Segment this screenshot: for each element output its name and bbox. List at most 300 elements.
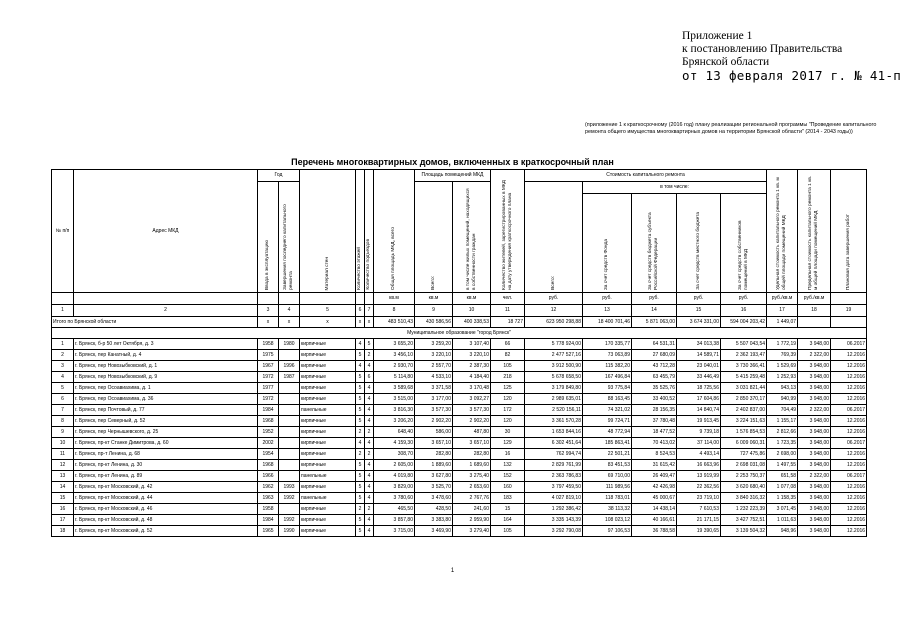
table-cell: 06.2017 [831,438,867,449]
table-cell: 129 [491,438,525,449]
table-cell: 3 912 500,90 [525,361,583,372]
unit-cell: руб./кв.м [798,293,831,305]
table-cell: 40 166,61 [632,515,677,526]
table-cell: 15 [491,504,525,515]
total-regional: 5 871 063,00 [632,317,677,328]
table-cell: 3 177,00 [415,394,453,405]
table-cell: 4 [365,493,374,504]
table-cell: кирпичные [300,515,356,526]
table-cell: 1 232 223,39 [721,504,767,515]
table-cell: 2 [365,350,374,361]
table-cell: 105 [491,526,525,537]
table-cell: 12.2016 [831,394,867,405]
table-cell: 3 948,00 [798,449,831,460]
table-cell: 1965 [258,526,279,537]
table-cell: 3 292 790,08 [525,526,583,537]
table-cell: кирпичные [300,482,356,493]
table-cell [279,471,300,482]
table-cell: 1972 [258,394,279,405]
table-row [52,350,867,361]
table-cell: 5 [356,526,365,537]
table-cell: 6 [365,372,374,383]
col-number: 10 [453,305,491,317]
table-cell: 4 [356,361,365,372]
table-cell: 4 [365,438,374,449]
table-cell: 1963 [258,493,279,504]
table-cell: 3 371,58 [415,383,453,394]
table-cell: 465,50 [374,504,415,515]
col-number: 11 [491,305,525,317]
table-cell: 108 023,12 [583,515,632,526]
table-cell: 1992 [279,493,300,504]
table-cell: 3 139 504,32 [721,526,767,537]
table-cell: 2 [365,427,374,438]
table-cell: 1967 [258,361,279,372]
table-cell: г. Брянск, пер Северный, д. 52 [74,416,258,427]
table-cell: 651,58 [767,471,798,482]
table-cell: 64 531,31 [632,339,677,350]
table-cell: 1968 [258,416,279,427]
table-cell [279,350,300,361]
table-cell: 23 040,01 [677,361,721,372]
table-cell: кирпичные [300,361,356,372]
table-cell: 3 469,90 [415,526,453,537]
table-cell: 3 816,30 [374,405,415,416]
table-cell: 2 402 837,00 [721,405,767,416]
table-cell: 2 [356,427,365,438]
table-cell: 2 322,00 [798,350,831,361]
table-cell: 3 589,68 [374,383,415,394]
table-cell: 1 772,19 [767,339,798,350]
header-year: Год [258,170,300,182]
table-cell: 487,80 [453,427,491,438]
table-cell: 160 [491,482,525,493]
page-number: 1 [450,568,455,574]
table-cell: 2 387,30 [453,361,491,372]
col-number: 8 [374,305,415,317]
table-cell: 3 857,80 [374,515,415,526]
table-cell: 1984 [258,515,279,526]
table-cell: 2 253 750,37 [721,471,767,482]
table-cell: 48 772,94 [583,427,632,438]
header-cost-group: Стоимость капитального ремонта [525,170,767,182]
table-cell: г. Брянск, пр-кт Московский, д. 48 [74,515,258,526]
table-cell: 31 615,42 [632,460,677,471]
table-row [52,504,867,515]
table-cell: 125 [491,383,525,394]
table-cell: 4 019,80 [374,471,415,482]
table-cell: 1987 [279,372,300,383]
unit-cell: чел. [491,293,525,305]
unit-cell: кв.м [374,293,415,305]
table-cell: 3 948,00 [798,515,831,526]
table-cell: 83 451,53 [583,460,632,471]
table-cell: 6 009 060,31 [721,438,767,449]
col-number: 7 [365,305,374,317]
table-cell: 22 362,56 [677,482,721,493]
table-cell: 18 [52,526,74,537]
table-cell: 5 678 658,50 [525,372,583,383]
total-unit: 1 449,07 [767,317,798,328]
table-cell: 1954 [258,449,279,460]
table-cell: 4 [365,526,374,537]
table-cell: 4 [356,339,365,350]
table-cell: 3 948,00 [798,482,831,493]
header-including: в том числе: [583,182,767,194]
table-cell: 12.2016 [831,460,867,471]
table-cell: 45 000,67 [632,493,677,504]
table-cell: 1975 [258,350,279,361]
table-cell: 4 [365,471,374,482]
table-cell: 43 712,28 [632,361,677,372]
table-cell: 3 730 366,41 [721,361,767,372]
total-fund: 18 400 701,46 [583,317,632,328]
col-number: 17 [767,305,798,317]
table-cell: 132 [491,460,525,471]
table-cell [279,427,300,438]
table-cell: 5 [356,471,365,482]
table-cell: 12.2016 [831,482,867,493]
table-cell: 2 322,00 [798,471,831,482]
table-cell: 5 [356,416,365,427]
table-cell: 3 515,00 [374,394,415,405]
table-cell: 2 698 031,08 [721,460,767,471]
table-cell: 3 [52,361,74,372]
table-cell: 17 [52,515,74,526]
table-cell: г. Брянск, пер Новозыбковский, д. 1 [74,361,258,372]
table-cell: 2 829 761,99 [525,460,583,471]
table-cell: г. Брянск, пр-т Ленина, д. 68 [74,449,258,460]
table-cell: 183 [491,493,525,504]
table-cell: 3 627,80 [415,471,453,482]
table-cell: 1990 [279,526,300,537]
header-num: № п/п [52,170,74,293]
table-cell [279,438,300,449]
table-row [52,515,867,526]
table-cell: 1958 [258,504,279,515]
col-number: 19 [831,305,867,317]
table-cell: 4 [356,438,365,449]
table-cell: кирпичные [300,460,356,471]
table-cell: 2 [356,504,365,515]
table-cell [279,394,300,405]
table-cell [279,504,300,515]
appendix-line-4: от 13 февраля 2017 г. № 41-п [682,68,902,83]
total-mark: x [258,317,279,328]
table-cell: 218 [491,372,525,383]
table-cell: 2 [356,449,365,460]
table-cell: 2 322,00 [798,405,831,416]
table-cell: 99 724,71 [583,416,632,427]
table-cell: 17 604,86 [677,394,721,405]
table-cell: 30 [491,427,525,438]
table-row [52,460,867,471]
table-cell: 4 [365,482,374,493]
table-cell: 12.2016 [831,372,867,383]
table-cell: 3 948,00 [798,493,831,504]
table-cell: 19 390,65 [677,526,721,537]
table-cell: 4 184,40 [453,372,491,383]
table-cell: 74 321,02 [583,405,632,416]
table-cell: 12 [52,460,74,471]
table-cell: 16 663,96 [677,460,721,471]
table-cell: панельные [300,471,356,482]
total-mark: x [365,317,374,328]
header-fund: За счет средств Фонда [604,238,609,290]
table-cell: 2 850 370,17 [721,394,767,405]
header-residents: Количество жителей, зарегистрированных в МКД на дату утверждения краткосрочного плана [501,180,513,290]
table-cell: 8 [52,416,74,427]
table-cell: 769,39 [767,350,798,361]
table-cell: 648,40 [374,427,415,438]
table-cell: 22 501,21 [583,449,632,460]
table-cell: 3 179 849,80 [525,383,583,394]
table-cell: 3 456,10 [374,350,415,361]
table-cell: 152 [491,471,525,482]
table-cell: 18 725,56 [677,383,721,394]
table-cell: 3 948,00 [798,504,831,515]
table-cell: 1 576 854,53 [721,427,767,438]
table-cell: 586,00 [415,427,453,438]
plan-subnote: (приложение 1 к краткосрочному (2016 год) плану реализации региональной программы "Проведение капитального ремонта общего имущества многоквартирных домов на территории Брянской области" (2014 - 2043 годы)) [585,122,877,135]
table-cell: 93 775,84 [583,383,632,394]
table-cell: 5 [356,350,365,361]
table-cell: 3 948,00 [798,526,831,537]
table-cell: 1996 [279,361,300,372]
table-cell: 5 [52,383,74,394]
table-cell: 2 812,66 [767,427,798,438]
header-regional: За счет средств бюджета субъекта Российской Федерации [648,212,659,290]
col-number: 2 [74,305,258,317]
table-cell: 4 533,10 [415,372,453,383]
table-cell: 4 [365,460,374,471]
table-cell: 120 [491,394,525,405]
table-cell: 3 031 821,44 [721,383,767,394]
table-cell: 4 [365,416,374,427]
header-total-area: Общая площадь МКД, всего [391,227,396,290]
table-cell: 185 863,41 [583,438,632,449]
header-local: За счет средств местного бюджета [695,212,701,290]
table-cell: 4 [52,372,74,383]
table-cell: 12.2016 [831,449,867,460]
table-cell: кирпичные [300,504,356,515]
table-cell: 14 589,71 [677,350,721,361]
table-cell: г. Брянск, пер Почтовый, д. 77 [74,405,258,416]
table-cell: 5 415 259,48 [721,372,767,383]
table-cell: 33 446,49 [677,372,721,383]
table-row [52,449,867,460]
table-cell: 13 [52,471,74,482]
table-cell: 1 889,60 [415,460,453,471]
unit-cell: руб./кв.м [767,293,798,305]
table-cell: 3 170,48 [453,383,491,394]
total-residents: 18 727 [491,317,525,328]
table-cell: 10 [52,438,74,449]
appendix-line-2: к постановлению Правительства [682,43,843,55]
table-cell: 88 163,45 [583,394,632,405]
table-cell: г. Брянск, пер Новозыбковский, д. 9 [74,372,258,383]
table-cell: 3 335 143,39 [525,515,583,526]
table-cell [279,449,300,460]
col-number: 15 [677,305,721,317]
table-cell: 82 [491,350,525,361]
table-cell: 2 477 527,16 [525,350,583,361]
table-cell: 1952 [258,427,279,438]
unit-cell: руб. [583,293,632,305]
table-cell: 5 114,80 [374,372,415,383]
table-cell: 9 [52,427,74,438]
table-cell: 4 159,30 [374,438,415,449]
table-cell: 15 [52,493,74,504]
table-cell: 4 [365,515,374,526]
total-area-residents: 400 338,53 [453,317,491,328]
data-rows [52,339,867,537]
table-cell: 6 [52,394,74,405]
table-cell: 3 948,00 [798,394,831,405]
col-number: 14 [632,305,677,317]
col-number: 3 [258,305,279,317]
table-cell [279,416,300,427]
table-cell: 115 382,20 [583,361,632,372]
unit-cell: руб. [632,293,677,305]
header-areas-group: Площадь помещений МКД [415,170,491,182]
table-cell: г. Брянск, пр-кт Ленина, д. 89 [74,471,258,482]
table-cell: 3 797 459,50 [525,482,583,493]
table-cell: 1 158,35 [767,493,798,504]
table-cell: 12.2016 [831,383,867,394]
col-number: 18 [798,305,831,317]
table-cell: 11 [52,449,74,460]
table-cell: 111 989,56 [583,482,632,493]
header-deadline: Плановая дата завершения работ [845,213,851,290]
table-cell: 308,70 [374,449,415,460]
table-row [52,482,867,493]
col-number: 16 [721,305,767,317]
table-cell: 2 989 635,01 [525,394,583,405]
table-cell: 6 302 451,64 [525,438,583,449]
table-row [52,383,867,394]
table-cell: 14 [52,482,74,493]
table-cell: 3 948,00 [798,372,831,383]
unit-cell: руб. [721,293,767,305]
table-cell: 2 [365,504,374,515]
table-cell: 428,50 [415,504,453,515]
table-cell: 241,60 [453,504,491,515]
table-cell: 3 948,00 [798,438,831,449]
table-cell: 5 [356,482,365,493]
table-cell: 26 409,47 [632,471,677,482]
table-cell: кирпичные [300,438,356,449]
unit-cell: кв.м [453,293,491,305]
unit-cell: руб. [525,293,583,305]
table-cell: 1 155,17 [767,416,798,427]
table-cell: 1 497,55 [767,460,798,471]
total-cost: 623 950 298,88 [525,317,583,328]
table-cell: 1 689,60 [453,460,491,471]
table-cell: 34 013,38 [677,339,721,350]
table-cell: 06.2017 [831,405,867,416]
table-cell: 3 427 752,51 [721,515,767,526]
table-cell: 3 948,00 [798,339,831,350]
table-cell: 66 [491,339,525,350]
table-row [52,416,867,427]
table-cell: г. Брянск, пр-кт Ленина, д. 30 [74,460,258,471]
table-cell: 70 413,02 [632,438,677,449]
table-cell [279,405,300,416]
table-cell: 3 220,10 [415,350,453,361]
table-cell: г. Брянск, б-р 50 лет Октября, д. 3 [74,339,258,350]
header-year-repair: Завершения последнего капитального ремонта [283,204,294,290]
document-title: Перечень многоквартирных домов, включенных в краткосрочный план [291,157,614,167]
table-cell: г. Брянск, пер Чернышевского, д. 25 [74,427,258,438]
table-cell: кирпичные [300,372,356,383]
col-number: 1 [52,305,74,317]
table-cell: 3 657,10 [453,438,491,449]
total-mark: x [356,317,365,328]
table-cell: 12.2016 [831,515,867,526]
table-cell: кирпичные [300,394,356,405]
table-cell: 5 [356,460,365,471]
table-cell: 5 507 043,54 [721,339,767,350]
table-cell: 3 620 680,40 [721,482,767,493]
table-cell: 1972 [258,372,279,383]
table-cell: 3 361 570,28 [525,416,583,427]
table-cell: 42 426,98 [632,482,677,493]
table-cell: 06.2017 [831,339,867,350]
header-limit-cost: Предельная стоимость капитального ремонта 1 кв. м общей площади помещений МКД [808,175,820,290]
table-cell: 282,80 [415,449,453,460]
section-row [52,328,867,339]
table-cell: 727 475,86 [721,449,767,460]
table-cell: 7 [52,405,74,416]
table-cell: 4 [365,405,374,416]
header-area-total: Всего: [430,276,436,290]
table-cell: 19 913,45 [677,416,721,427]
col-number: 13 [583,305,632,317]
table-cell: 12.2016 [831,504,867,515]
table-cell: 3 657,10 [415,438,453,449]
table-cell: 948,96 [767,526,798,537]
table-cell: г. Брянск, пер Осоавиахима, д. 1 [74,383,258,394]
table-row [52,405,867,416]
col-number: 4 [279,305,300,317]
table-cell: г. Брянск, пр-кт Московский, д. 52 [74,526,258,537]
table-cell: кирпичные [300,526,356,537]
section-title: Муниципальное образование "город Брянск" [52,328,867,339]
header-entrances: Количество подъездов [366,239,371,290]
table-cell: 69 710,00 [583,471,632,482]
table-cell: 2 363 786,83 [525,471,583,482]
table-row [52,493,867,504]
table-cell: 3 715,00 [374,526,415,537]
header-year-built: Ввода в эксплуатацию [265,239,270,290]
table-cell: 1 292 386,42 [525,504,583,515]
table-cell: 8 524,53 [632,449,677,460]
total-row [52,317,867,328]
table-cell: 2 653,60 [453,482,491,493]
table-cell: 12.2016 [831,416,867,427]
table-cell: 3 525,70 [415,482,453,493]
table-cell: 3 948,00 [798,427,831,438]
table-cell: 38 113,32 [583,504,632,515]
table-cell: 2 959,90 [453,515,491,526]
buildings-table [51,169,867,537]
table-cell: 2 520 156,11 [525,405,583,416]
table-cell: 282,80 [453,449,491,460]
header-area-residents: в том числе жилых помещений, находящихся в собственности граждан [465,188,477,290]
table-cell: 5 778 924,00 [525,339,583,350]
table-cell: 97 106,53 [583,526,632,537]
